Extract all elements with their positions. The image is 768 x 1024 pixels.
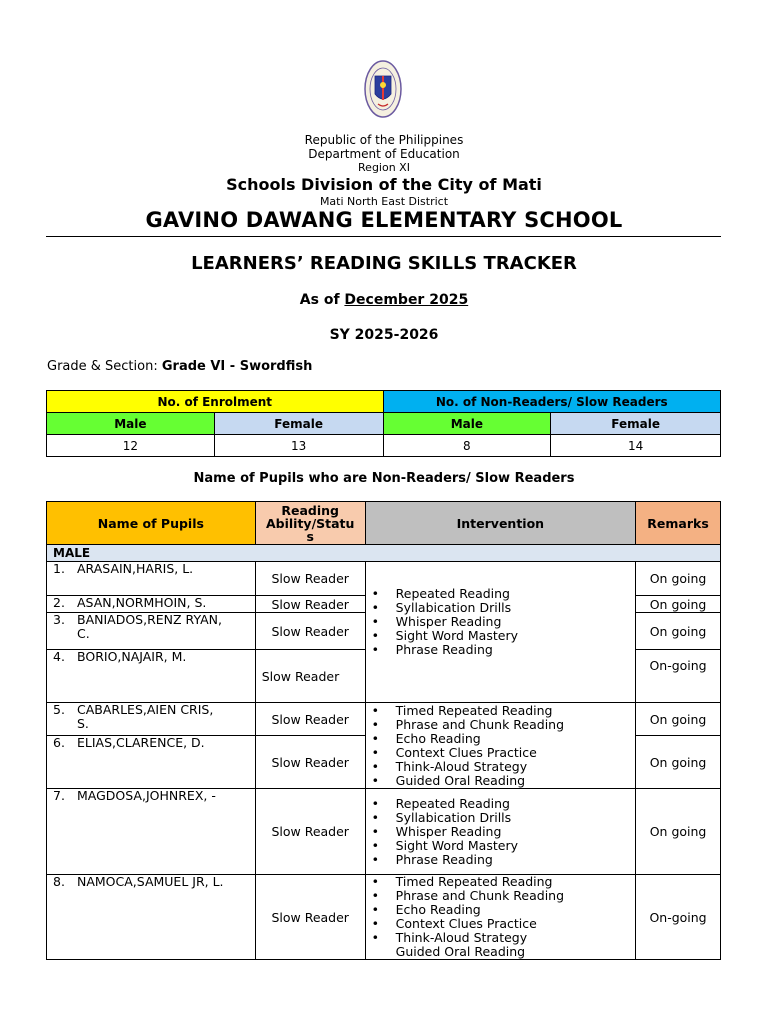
pupil-status: Slow Reader (255, 789, 365, 875)
grade-label: Grade & Section: (47, 359, 162, 374)
pupil-remarks: On going (636, 562, 721, 596)
pupil-name-text: BORIO,NAJAIR, M. (77, 649, 187, 664)
intervention-item: • Repeated Reading (396, 797, 635, 811)
pupil-status: Slow Reader (255, 875, 365, 960)
school-year: SY 2025-2026 (329, 327, 439, 343)
intervention-cell (365, 562, 635, 703)
table-row (47, 875, 721, 960)
intervention-item: • Phrase and Chunk Reading (396, 718, 635, 732)
intervention-cell (365, 703, 635, 789)
intervention-item: • Sight Word Mastery (396, 839, 635, 853)
pupil-remarks: On going (636, 596, 721, 613)
intervention-item: • Sight Word Mastery (396, 629, 635, 643)
summary-table (46, 390, 721, 457)
intervention-item: • Whisper Reading (396, 825, 635, 839)
nr-male-count: 8 (383, 435, 551, 457)
pupil-remarks: On going (636, 789, 721, 875)
intervention-item: • Timed Repeated Reading (396, 875, 635, 889)
pupil-name (47, 789, 256, 875)
pupil-num: 2. (53, 595, 65, 610)
pupil-status: Slow Reader (255, 613, 365, 650)
grade-section (47, 359, 312, 374)
pupil-name-text: NAMOCA,SAMUEL JR, L. (77, 874, 224, 889)
intervention-item: • Think-Aloud Strategy (396, 931, 635, 945)
list-title: Name of Pupils who are Non-Readers/ Slow Readers (193, 471, 575, 486)
header-department: Department of Education (308, 147, 460, 161)
pupil-name (47, 613, 256, 650)
intervention-item: • Repeated Reading (396, 587, 635, 601)
pupil-num: 1. (53, 561, 65, 576)
col-status-line3: s (306, 528, 314, 544)
nr-male-label: Male (383, 413, 551, 435)
table-row (47, 562, 721, 596)
enrol-male-count: 12 (47, 435, 215, 457)
pupil-num: 8. (53, 874, 65, 889)
nr-female-label: Female (551, 413, 721, 435)
pupil-remarks: On going (636, 613, 721, 650)
header-divider (46, 236, 721, 237)
pupil-name (47, 596, 256, 613)
header-region: Region XI (358, 161, 410, 174)
intervention-item: • Phrase and Chunk Reading (396, 889, 635, 903)
col-status-header (255, 502, 365, 545)
intervention-item: • Syllabication Drills (396, 601, 635, 615)
enrolment-header: No. of Enrolment (47, 391, 384, 413)
as-of-prefix: As of (299, 292, 345, 308)
pupil-name-text: ASAN,NORMHOIN, S. (77, 595, 207, 610)
pupil-name-text: MAGDOSA,JOHNREX, - (77, 788, 216, 803)
group-male: MALE (47, 545, 721, 562)
pupil-status: Slow Reader (255, 650, 365, 703)
pupil-remarks: On going (636, 736, 721, 789)
enrol-female-count: 13 (214, 435, 383, 457)
intervention-cell (365, 789, 635, 875)
pupil-status: Slow Reader (255, 703, 365, 736)
school-name: GAVINO DAWANG ELEMENTARY SCHOOL (145, 208, 623, 232)
page-title: LEARNERS’ READING SKILLS TRACKER (191, 253, 577, 274)
intervention-item: Guided Oral Reading (395, 944, 526, 959)
intervention-item: • Context Clues Practice (396, 917, 635, 931)
table-row (47, 789, 721, 875)
col-status-line2: Ability/Statu (265, 515, 355, 531)
pupil-name-text: ARASAIN,HARIS, L. (77, 561, 194, 576)
header-district: Mati North East District (319, 195, 449, 208)
intervention-item: • Whisper Reading (396, 615, 635, 629)
as-of-line (0, 292, 768, 308)
pupil-name-text: CABARLES,AIEN CRIS, (77, 702, 214, 717)
pupil-name-text-2: S. (77, 716, 89, 731)
pupil-name (47, 875, 256, 960)
intervention-item: • Echo Reading (396, 903, 635, 917)
header-republic: Republic of the Philippines (304, 133, 464, 147)
col-remarks-header: Remarks (636, 502, 721, 545)
enrol-female-label: Female (214, 413, 383, 435)
pupil-name-text: BANIADOS,RENZ RYAN, (77, 612, 222, 627)
intervention-item: • Phrase Reading (396, 643, 635, 657)
enrol-male-label: Male (47, 413, 215, 435)
pupil-status: Slow Reader (255, 562, 365, 596)
pupil-remarks: On going (636, 703, 721, 736)
pupil-name (47, 562, 256, 596)
pupil-name (47, 736, 256, 789)
col-intervention-header: Intervention (365, 502, 635, 545)
intervention-item: • Echo Reading (396, 732, 635, 746)
pupil-remarks: On-going (636, 875, 721, 960)
pupil-num: 7. (53, 788, 65, 803)
pupil-name (47, 703, 256, 736)
intervention-item: • Think-Aloud Strategy (396, 760, 635, 774)
pupil-status: Slow Reader (255, 736, 365, 789)
pupil-status: Slow Reader (255, 596, 365, 613)
pupils-table (46, 501, 721, 960)
as-of-date: December 2025 (344, 292, 469, 308)
pupil-name (47, 650, 256, 703)
pupil-num: 5. (53, 702, 65, 717)
nonreaders-header: No. of Non-Readers/ Slow Readers (383, 391, 721, 413)
intervention-item: • Syllabication Drills (396, 811, 635, 825)
col-status-line1: Reading (281, 502, 339, 518)
pupil-name-text-2: C. (77, 626, 90, 641)
pupil-remarks: On-going (636, 650, 721, 703)
intervention-cell (365, 875, 635, 960)
pupil-name-text: ELIAS,CLARENCE, D. (77, 735, 205, 750)
intervention-item: • Phrase Reading (396, 853, 635, 867)
col-name-header: Name of Pupils (47, 502, 256, 545)
pupil-num: 3. (53, 612, 65, 627)
intervention-item: • Context Clues Practice (396, 746, 635, 760)
table-row (47, 703, 721, 736)
grade-value: Grade VI - Swordfish (161, 359, 313, 374)
header-division: Schools Division of the City of Mati (226, 175, 542, 194)
intervention-item: • Timed Repeated Reading (396, 704, 635, 718)
pupil-num: 4. (53, 649, 65, 664)
pupil-num: 6. (53, 735, 65, 750)
nr-female-count: 14 (551, 435, 721, 457)
intervention-item: • Guided Oral Reading (396, 774, 635, 788)
deped-seal-icon (363, 58, 403, 120)
